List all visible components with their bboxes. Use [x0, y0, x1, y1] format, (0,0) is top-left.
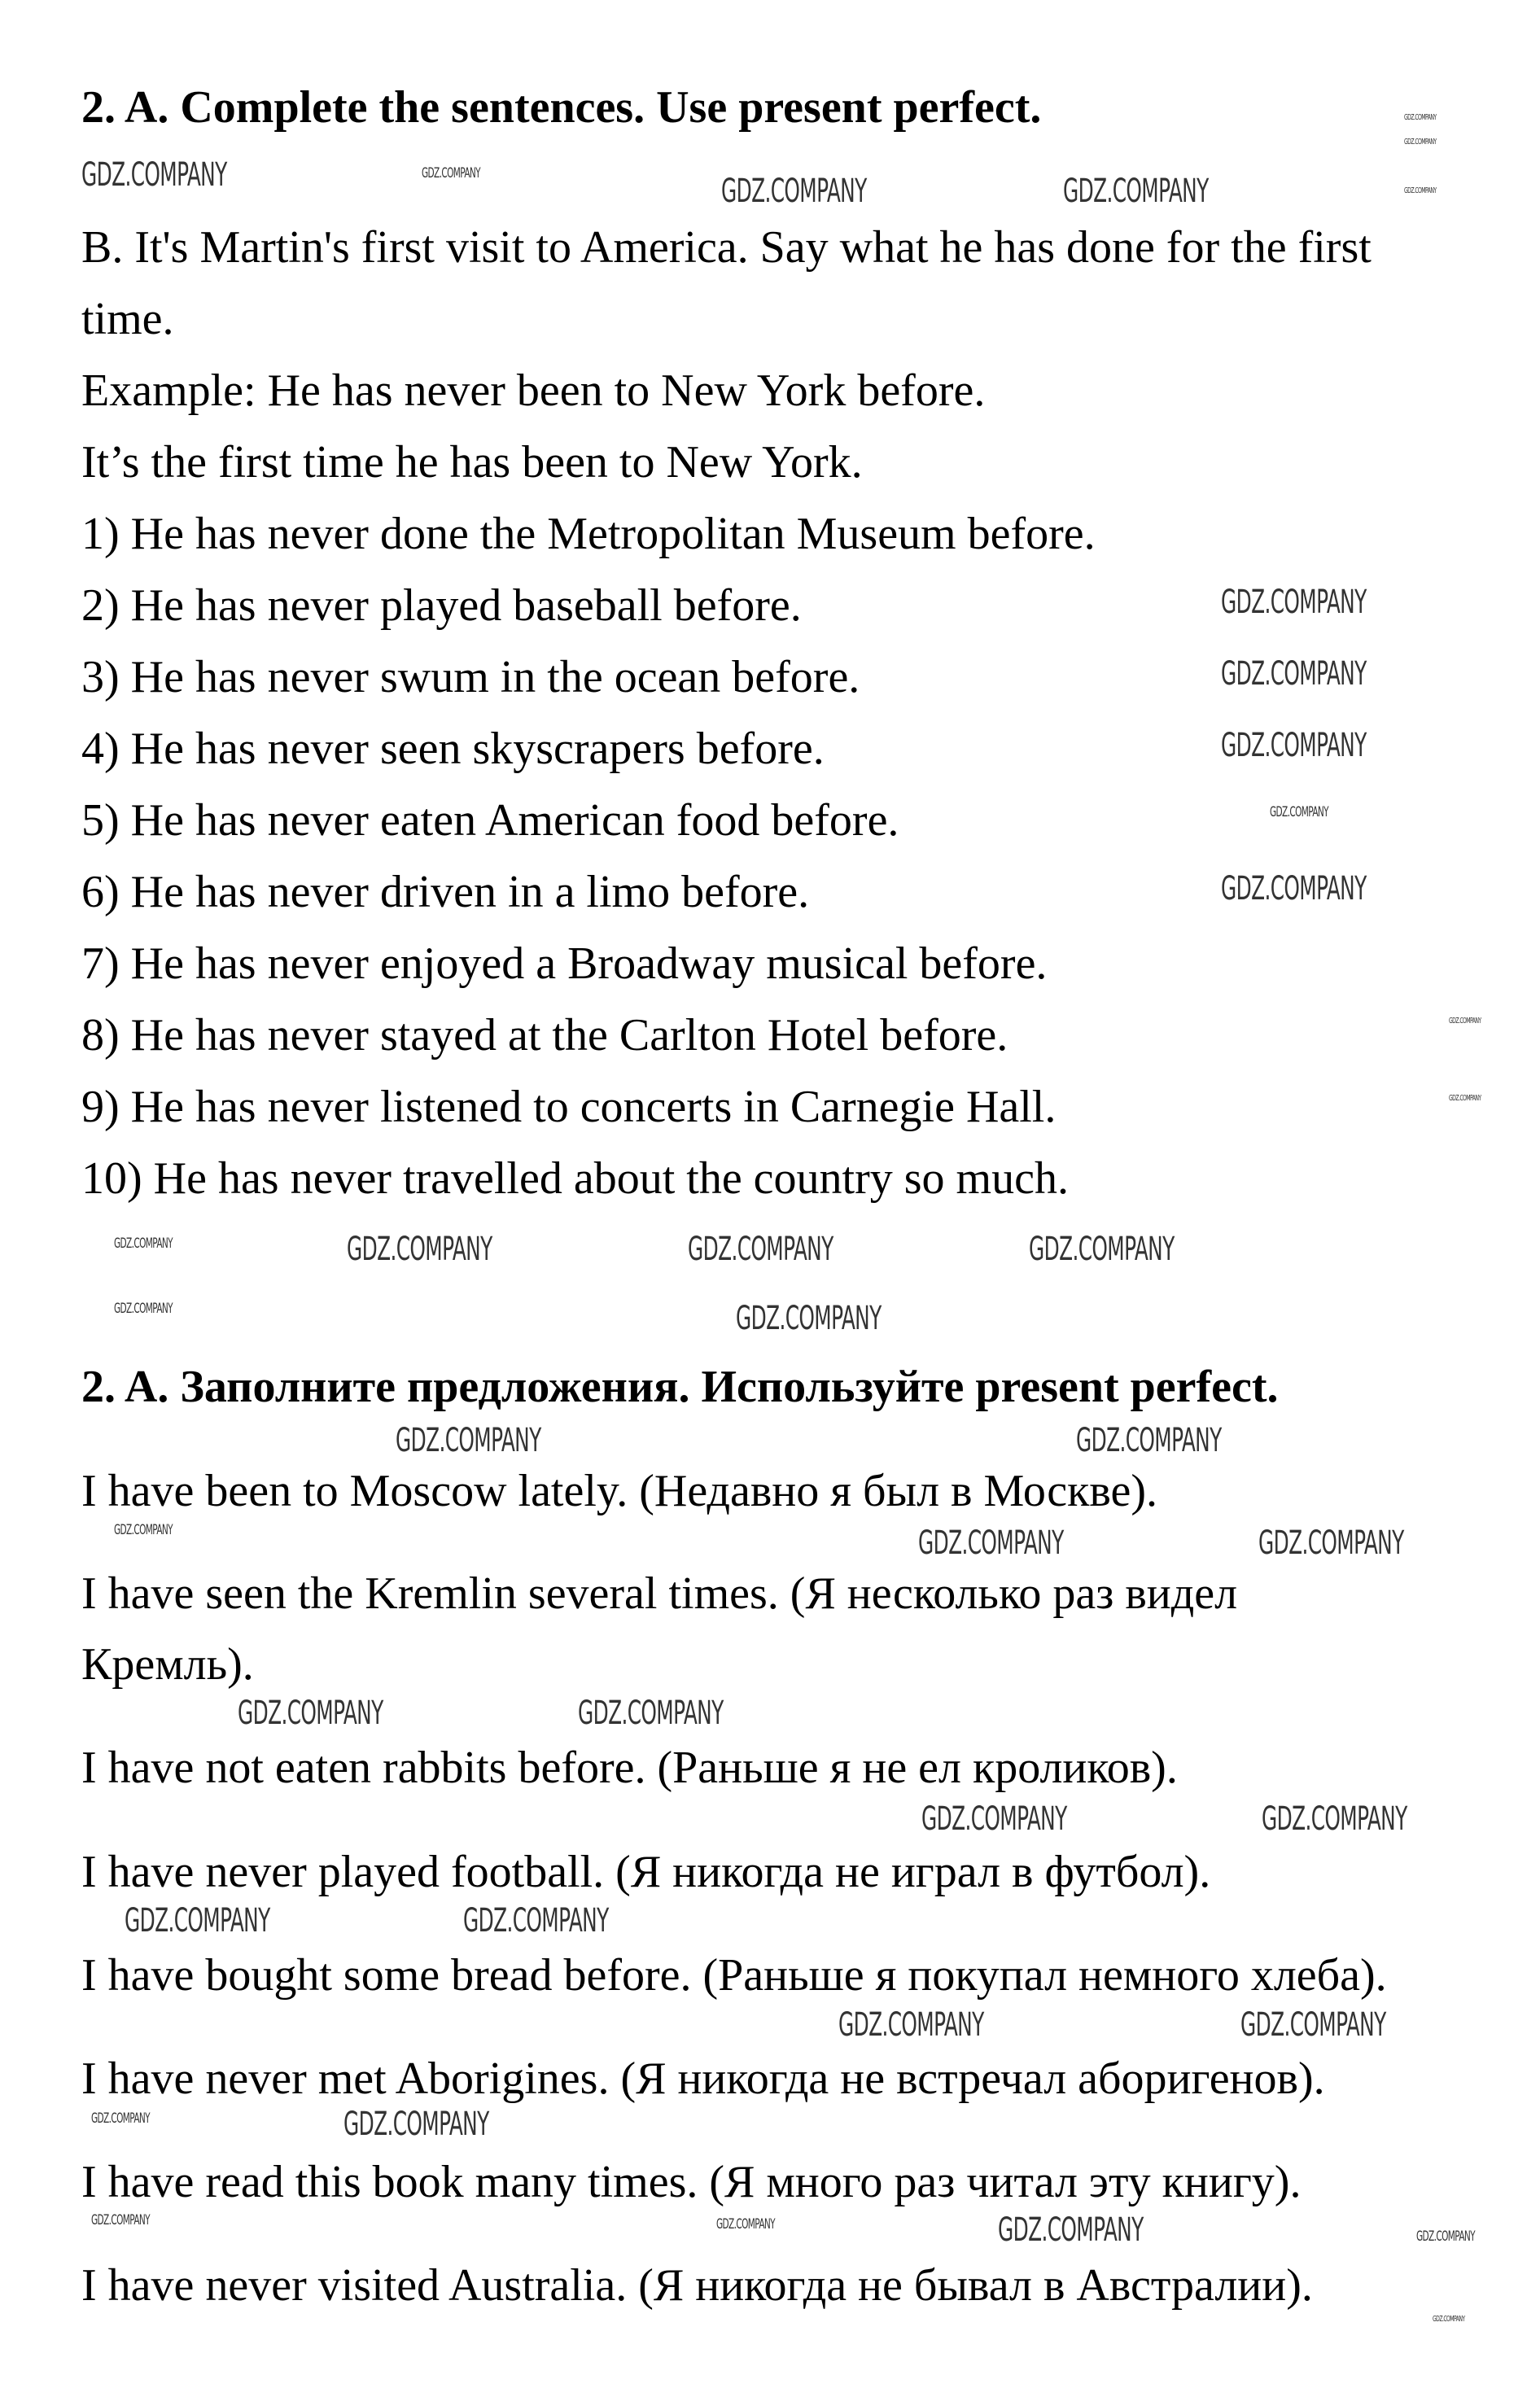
watermark-text: GDZ.COMPANY	[1270, 804, 1329, 820]
list-item: Кремль).	[81, 1639, 254, 1690]
watermark-text: GDZ.COMPANY	[1449, 1017, 1481, 1026]
watermark-text: GDZ.COMPANY	[1262, 1800, 1407, 1838]
watermark-text: GDZ.COMPANY	[1221, 870, 1367, 907]
example-text: Example: He has never been to New York before.	[81, 365, 986, 416]
task-text: time.	[81, 294, 174, 344]
watermark-text: GDZ.COMPANY	[1063, 173, 1209, 210]
watermark-text: GDZ.COMPANY	[1404, 113, 1437, 122]
watermark-text: GDZ.COMPANY	[114, 1301, 173, 1317]
list-item: I have seen the Kremlin several times. (Я несколько раз видел	[81, 1568, 1238, 1619]
list-item: 10) He has never travelled about the country so much.	[81, 1153, 1069, 1204]
watermark-text: GDZ.COMPANY	[343, 2106, 489, 2143]
watermark-text: GDZ.COMPANY	[125, 1902, 270, 1940]
watermark-text: GDZ.COMPANY	[1404, 138, 1437, 147]
watermark-text: GDZ.COMPANY	[1416, 2228, 1476, 2245]
example-answer: It’s the first time he has been to New York.	[81, 437, 863, 488]
watermark-text: GDZ.COMPANY	[838, 2006, 984, 2044]
watermark-text: GDZ.COMPANY	[921, 1800, 1067, 1838]
list-item: I have read this book many times. (Я много раз читал эту книгу).	[81, 2157, 1302, 2207]
list-item: I have never met Aborigines. (Я никогда не встречал аборигенов).	[81, 2053, 1325, 2104]
watermark-text: GDZ.COMPANY	[422, 165, 481, 181]
watermark-text: GDZ.COMPANY	[1076, 1422, 1222, 1459]
watermark-text: GDZ.COMPANY	[1029, 1231, 1175, 1268]
list-item: 6) He has never driven in a limo before.	[81, 867, 810, 917]
watermark-text: GDZ.COMPANY	[721, 173, 867, 210]
watermark-text: GDZ.COMPANY	[1404, 186, 1437, 195]
section-title: 2. A. Заполните предложения. Используйте present perfect.	[81, 1362, 1279, 1412]
list-item: 9) He has never listened to concerts in Carnegie Hall.	[81, 1082, 1057, 1132]
watermark-text: GDZ.COMPANY	[1433, 2315, 1465, 2324]
list-item: 7) He has never enjoyed a Broadway musical before.	[81, 938, 1048, 989]
watermark-text: GDZ.COMPANY	[347, 1231, 492, 1268]
watermark-text: GDZ.COMPANY	[114, 1235, 173, 1252]
section-title: 2. A. Complete the sentences. Use present perfect.	[81, 82, 1042, 133]
list-item: I have not eaten rabbits before. (Раньше я не ел кроликов).	[81, 1743, 1178, 1793]
list-item: 1) He has never done the Metropolitan Museum before.	[81, 509, 1096, 559]
watermark-text: GDZ.COMPANY	[918, 1524, 1064, 1562]
watermark-text: GDZ.COMPANY	[114, 1522, 173, 1538]
watermark-text: GDZ.COMPANY	[736, 1300, 882, 1337]
watermark-text: GDZ.COMPANY	[91, 2110, 151, 2127]
list-item: 5) He has never eaten American food before.	[81, 795, 899, 846]
list-item: I have bought some bread before. (Раньше я покупал немного хлеба).	[81, 1950, 1387, 2001]
watermark-text: GDZ.COMPANY	[91, 2212, 151, 2228]
watermark-text: GDZ.COMPANY	[1449, 1094, 1481, 1103]
watermark-text: GDZ.COMPANY	[463, 1902, 609, 1940]
list-item: 8) He has never stayed at the Carlton Hotel before.	[81, 1010, 1008, 1061]
watermark-text: GDZ.COMPANY	[81, 156, 227, 194]
list-item: I have been to Moscow lately. (Недавно я был в Москве).	[81, 1466, 1157, 1516]
task-text: B. It's Martin's first visit to America. Say what he has done for the first	[81, 222, 1372, 273]
watermark-text: GDZ.COMPANY	[238, 1695, 383, 1732]
watermark-text: GDZ.COMPANY	[1240, 2006, 1386, 2044]
list-item: I have never visited Australia. (Я никогда не бывал в Австралии).	[81, 2260, 1313, 2311]
watermark-text: GDZ.COMPANY	[688, 1231, 833, 1268]
list-item: 3) He has never swum in the ocean before.	[81, 652, 860, 702]
list-item: I have never played football. (Я никогда не играл в футбол).	[81, 1847, 1211, 1897]
watermark-text: GDZ.COMPANY	[998, 2211, 1144, 2249]
watermark-text: GDZ.COMPANY	[1221, 655, 1367, 693]
watermark-text: GDZ.COMPANY	[1221, 727, 1367, 764]
watermark-text: GDZ.COMPANY	[1258, 1524, 1404, 1562]
list-item: 4) He has never seen skyscrapers before.	[81, 724, 825, 774]
watermark-text: GDZ.COMPANY	[396, 1422, 541, 1459]
watermark-text: GDZ.COMPANY	[1221, 584, 1367, 621]
watermark-text: GDZ.COMPANY	[716, 2216, 776, 2233]
watermark-text: GDZ.COMPANY	[578, 1695, 724, 1732]
list-item: 2) He has never played baseball before.	[81, 580, 802, 631]
